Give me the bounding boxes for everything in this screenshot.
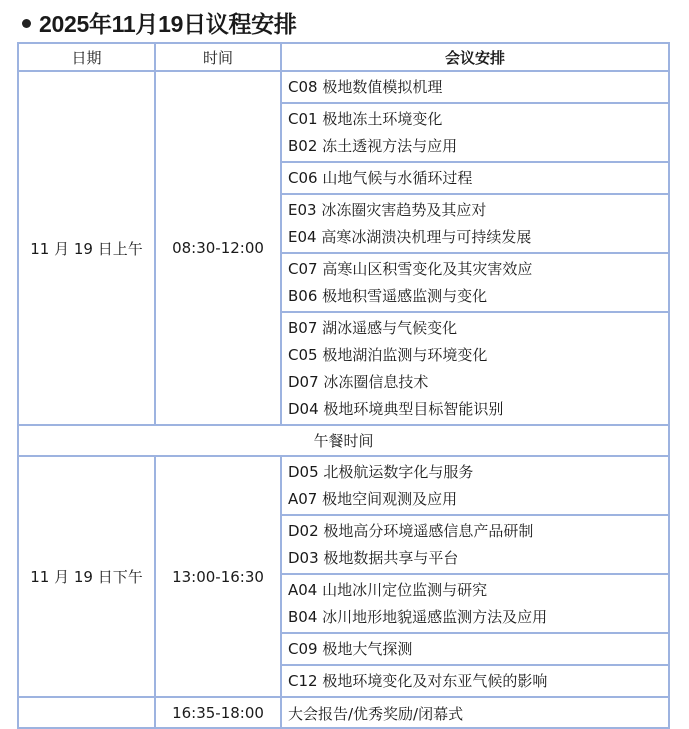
session-item: B02 冻土透视方法与应用 — [288, 137, 458, 155]
session-group — [281, 312, 669, 425]
session-item: A07 极地空间观测及应用 — [288, 490, 458, 508]
afternoon-time: 13:00-16:30 — [155, 456, 281, 697]
page-title — [22, 6, 297, 39]
title-text: 2025年11月19日议程安排 — [39, 11, 297, 37]
session-group — [281, 103, 669, 162]
session-item: C01 极地冻土环境变化 — [288, 110, 443, 128]
lunch-row — [18, 425, 669, 456]
bullet-icon — [22, 19, 31, 28]
header-time: 时间 — [155, 43, 281, 71]
morning-date: 11 月 19 日上午 — [18, 71, 155, 425]
session-group — [281, 162, 669, 194]
agenda-table — [17, 42, 670, 729]
session-item: D07 冰冻圈信息技术 — [288, 373, 429, 391]
header-date: 日期 — [18, 43, 155, 71]
session-item: E04 高寒冰湖溃决机理与可持续发展 — [288, 228, 532, 246]
session-group — [281, 194, 669, 253]
session-item: C07 高寒山区积雪变化及其灾害效应 — [288, 260, 533, 278]
session-item: C12 极地环境变化及对东亚气候的影响 — [288, 672, 548, 690]
table-row — [18, 71, 669, 103]
session-item: C06 山地气候与水循环过程 — [288, 169, 473, 187]
session-group — [281, 574, 669, 633]
session-item: C09 极地大气探测 — [288, 640, 413, 658]
header-agenda: 会议安排 — [281, 43, 669, 71]
session-item: B06 极地积雪遥感监测与变化 — [288, 287, 488, 305]
session-item: D04 极地环境典型目标智能识别 — [288, 400, 504, 418]
closing-row — [18, 697, 669, 728]
session-item: A04 山地冰川定位监测与研究 — [288, 581, 488, 599]
morning-time: 08:30-12:00 — [155, 71, 281, 425]
session-item: C05 极地湖泊监测与环境变化 — [288, 346, 488, 364]
closing-date — [18, 697, 155, 728]
session-item: E03 冰冻圈灾害趋势及其应对 — [288, 201, 487, 219]
session-item: B07 湖冰遥感与气候变化 — [288, 319, 458, 337]
session-group — [281, 253, 669, 312]
lunch-break: 午餐时间 — [18, 425, 669, 456]
session-group — [281, 633, 669, 665]
session-group — [281, 515, 669, 574]
session-item: B04 冰川地形地貌遥感监测方法及应用 — [288, 608, 548, 626]
session-group — [281, 456, 669, 515]
session-item: D03 极地数据共享与平台 — [288, 549, 459, 567]
session-group — [281, 71, 669, 103]
closing-agenda: 大会报告/优秀奖励/闭幕式 — [281, 697, 669, 728]
table-row — [18, 456, 669, 515]
afternoon-date: 11 月 19 日下午 — [18, 456, 155, 697]
closing-time: 16:35-18:00 — [155, 697, 281, 728]
session-item: D02 极地高分环境遥感信息产品研制 — [288, 522, 534, 540]
session-item: D05 北极航运数字化与服务 — [288, 463, 474, 481]
session-group — [281, 665, 669, 697]
session-item: C08 极地数值模拟机理 — [288, 78, 443, 96]
